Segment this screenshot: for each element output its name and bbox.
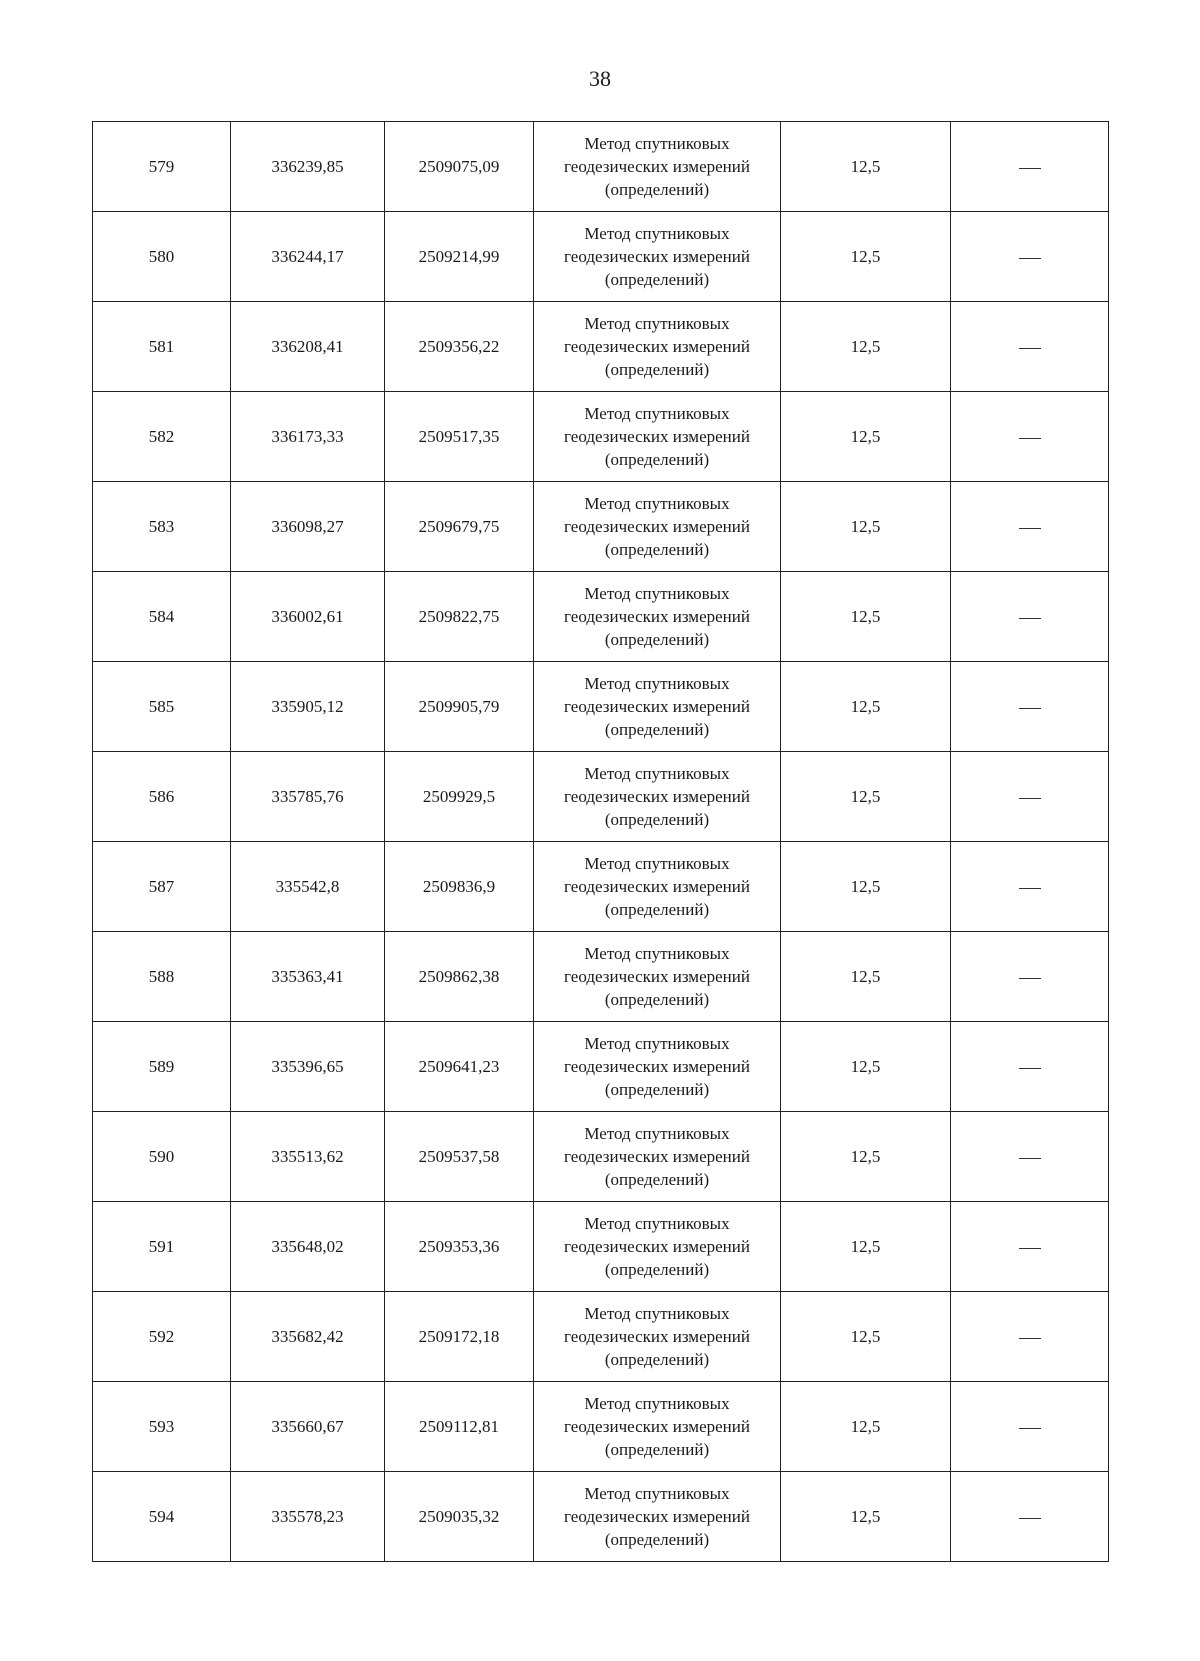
- method-line-1: Метод спутниковых: [584, 1124, 730, 1143]
- note-cell: [951, 1292, 1109, 1382]
- method-line-3: (определений): [604, 990, 710, 1009]
- point-number-cell: 588: [93, 932, 231, 1022]
- x-coordinate-cell: 336173,33: [231, 392, 385, 482]
- note-cell: [951, 1112, 1109, 1202]
- point-number-cell: 581: [93, 302, 231, 392]
- method-line-3: (определений): [604, 720, 710, 739]
- y-coordinate-cell: 2509905,79: [385, 662, 534, 752]
- method-line-1: Метод спутниковых: [584, 944, 730, 963]
- method-line-2: геодезических измерений: [564, 1057, 750, 1076]
- table-row: [93, 572, 1109, 662]
- method-line-1: Метод спутниковых: [584, 764, 730, 783]
- method-line-3: (определений): [604, 1530, 710, 1549]
- table-row: [93, 302, 1109, 392]
- dash-mark: [1019, 1518, 1041, 1519]
- method-cell: [534, 1472, 781, 1562]
- y-coordinate-cell: 2509537,58: [385, 1112, 534, 1202]
- y-coordinate-cell: 2509035,32: [385, 1472, 534, 1562]
- method-line-3: (определений): [604, 540, 710, 559]
- method-cell: [534, 1202, 781, 1292]
- method-cell: [534, 1022, 781, 1112]
- point-number-cell: 594: [93, 1472, 231, 1562]
- method-line-1: Метод спутниковых: [584, 224, 730, 243]
- dash-mark: [1019, 978, 1041, 979]
- accuracy-cell: 12,5: [781, 212, 951, 302]
- method-line-2: геодезических измерений: [564, 157, 750, 176]
- method-line-1: Метод спутниковых: [584, 1304, 730, 1323]
- accuracy-cell: 12,5: [781, 392, 951, 482]
- table-row: [93, 392, 1109, 482]
- accuracy-cell: 12,5: [781, 842, 951, 932]
- method-line-1: Метод спутниковых: [584, 674, 730, 693]
- dash-mark: [1019, 1428, 1041, 1429]
- dash-mark: [1019, 1338, 1041, 1339]
- method-cell: [534, 662, 781, 752]
- note-cell: [951, 752, 1109, 842]
- method-line-3: (определений): [604, 360, 710, 379]
- method-line-2: геодезических измерений: [564, 1507, 750, 1526]
- table-row: [93, 1472, 1109, 1562]
- table-row: [93, 1202, 1109, 1292]
- point-number-cell: 580: [93, 212, 231, 302]
- method-line-3: (определений): [604, 1260, 710, 1279]
- method-line-3: (определений): [604, 1440, 710, 1459]
- method-line-2: геодезических измерений: [564, 1327, 750, 1346]
- dash-mark: [1019, 258, 1041, 259]
- x-coordinate-cell: 335660,67: [231, 1382, 385, 1472]
- dash-mark: [1019, 348, 1041, 349]
- method-cell: [534, 212, 781, 302]
- table-row: [93, 122, 1109, 212]
- x-coordinate-cell: 335682,42: [231, 1292, 385, 1382]
- y-coordinate-cell: 2509517,35: [385, 392, 534, 482]
- method-line-3: (определений): [604, 270, 710, 289]
- note-cell: [951, 482, 1109, 572]
- page-number: 38: [589, 66, 611, 91]
- point-number-cell: 584: [93, 572, 231, 662]
- dash-mark: [1019, 798, 1041, 799]
- method-line-3: (определений): [604, 630, 710, 649]
- x-coordinate-cell: 336002,61: [231, 572, 385, 662]
- method-line-1: Метод спутниковых: [584, 1394, 730, 1413]
- method-line-2: геодезических измерений: [564, 967, 750, 986]
- dash-mark: [1019, 1068, 1041, 1069]
- point-number-cell: 579: [93, 122, 231, 212]
- accuracy-cell: 12,5: [781, 932, 951, 1022]
- x-coordinate-cell: 336208,41: [231, 302, 385, 392]
- method-line-3: (определений): [604, 1350, 710, 1369]
- accuracy-cell: 12,5: [781, 1022, 951, 1112]
- method-cell: [534, 752, 781, 842]
- method-line-2: геодезических измерений: [564, 247, 750, 266]
- method-cell: [534, 1112, 781, 1202]
- coordinates-table: [92, 121, 1109, 1562]
- method-cell: [534, 392, 781, 482]
- accuracy-cell: 12,5: [781, 1292, 951, 1382]
- table-row: [93, 1112, 1109, 1202]
- method-line-1: Метод спутниковых: [584, 854, 730, 873]
- note-cell: [951, 212, 1109, 302]
- method-line-3: (определений): [604, 810, 710, 829]
- accuracy-cell: 12,5: [781, 1202, 951, 1292]
- table-row: [93, 662, 1109, 752]
- x-coordinate-cell: 335513,62: [231, 1112, 385, 1202]
- y-coordinate-cell: 2509836,9: [385, 842, 534, 932]
- point-number-cell: 586: [93, 752, 231, 842]
- accuracy-cell: 12,5: [781, 302, 951, 392]
- x-coordinate-cell: 336239,85: [231, 122, 385, 212]
- point-number-cell: 583: [93, 482, 231, 572]
- y-coordinate-cell: 2509353,36: [385, 1202, 534, 1292]
- table-row: [93, 212, 1109, 302]
- method-line-3: (определений): [604, 450, 710, 469]
- method-line-2: геодезических измерений: [564, 337, 750, 356]
- method-cell: [534, 122, 781, 212]
- point-number-cell: 589: [93, 1022, 231, 1112]
- method-line-2: геодезических измерений: [564, 697, 750, 716]
- accuracy-cell: 12,5: [781, 482, 951, 572]
- method-line-3: (определений): [604, 1170, 710, 1189]
- method-cell: [534, 302, 781, 392]
- point-number-cell: 591: [93, 1202, 231, 1292]
- method-cell: [534, 842, 781, 932]
- method-line-2: геодезических измерений: [564, 427, 750, 446]
- note-cell: [951, 122, 1109, 212]
- note-cell: [951, 302, 1109, 392]
- point-number-cell: 593: [93, 1382, 231, 1472]
- method-line-2: геодезических измерений: [564, 1237, 750, 1256]
- method-line-1: Метод спутниковых: [584, 494, 730, 513]
- dash-mark: [1019, 528, 1041, 529]
- y-coordinate-cell: 2509679,75: [385, 482, 534, 572]
- method-line-3: (определений): [604, 1080, 710, 1099]
- point-number-cell: 587: [93, 842, 231, 932]
- accuracy-cell: 12,5: [781, 122, 951, 212]
- x-coordinate-cell: 335542,8: [231, 842, 385, 932]
- method-line-1: Метод спутниковых: [584, 314, 730, 333]
- y-coordinate-cell: 2509929,5: [385, 752, 534, 842]
- method-cell: [534, 932, 781, 1022]
- x-coordinate-cell: 335363,41: [231, 932, 385, 1022]
- y-coordinate-cell: 2509172,18: [385, 1292, 534, 1382]
- y-coordinate-cell: 2509862,38: [385, 932, 534, 1022]
- point-number-cell: 582: [93, 392, 231, 482]
- x-coordinate-cell: 335396,65: [231, 1022, 385, 1112]
- dash-mark: [1019, 1248, 1041, 1249]
- accuracy-cell: 12,5: [781, 572, 951, 662]
- table-row: [93, 1292, 1109, 1382]
- note-cell: [951, 1202, 1109, 1292]
- table-body: [93, 122, 1109, 1562]
- method-line-2: геодезических измерений: [564, 877, 750, 896]
- method-line-2: геодезических измерений: [564, 787, 750, 806]
- point-number-cell: 592: [93, 1292, 231, 1382]
- y-coordinate-cell: 2509356,22: [385, 302, 534, 392]
- x-coordinate-cell: 335648,02: [231, 1202, 385, 1292]
- dash-mark: [1019, 168, 1041, 169]
- accuracy-cell: 12,5: [781, 752, 951, 842]
- point-number-cell: 590: [93, 1112, 231, 1202]
- note-cell: [951, 1472, 1109, 1562]
- x-coordinate-cell: 335578,23: [231, 1472, 385, 1562]
- table-row: [93, 842, 1109, 932]
- method-line-2: геодезических измерений: [564, 1417, 750, 1436]
- table-row: [93, 752, 1109, 842]
- point-number-cell: 585: [93, 662, 231, 752]
- y-coordinate-cell: 2509822,75: [385, 572, 534, 662]
- y-coordinate-cell: 2509075,09: [385, 122, 534, 212]
- x-coordinate-cell: 336098,27: [231, 482, 385, 572]
- method-cell: [534, 572, 781, 662]
- table-row: [93, 1382, 1109, 1472]
- method-line-1: Метод спутниковых: [584, 134, 730, 153]
- dash-mark: [1019, 1158, 1041, 1159]
- method-line-1: Метод спутниковых: [584, 1034, 730, 1053]
- note-cell: [951, 392, 1109, 482]
- note-cell: [951, 1382, 1109, 1472]
- dash-mark: [1019, 438, 1041, 439]
- table-row: [93, 1022, 1109, 1112]
- method-cell: [534, 1292, 781, 1382]
- method-line-3: (определений): [604, 180, 710, 199]
- y-coordinate-cell: 2509112,81: [385, 1382, 534, 1472]
- note-cell: [951, 842, 1109, 932]
- note-cell: [951, 572, 1109, 662]
- method-line-1: Метод спутниковых: [584, 584, 730, 603]
- dash-mark: [1019, 618, 1041, 619]
- y-coordinate-cell: 2509641,23: [385, 1022, 534, 1112]
- accuracy-cell: 12,5: [781, 662, 951, 752]
- x-coordinate-cell: 335785,76: [231, 752, 385, 842]
- method-line-2: геодезических измерений: [564, 1147, 750, 1166]
- method-line-2: геодезических измерений: [564, 607, 750, 626]
- accuracy-cell: 12,5: [781, 1472, 951, 1562]
- dash-mark: [1019, 888, 1041, 889]
- y-coordinate-cell: 2509214,99: [385, 212, 534, 302]
- dash-mark: [1019, 708, 1041, 709]
- table-row: [93, 482, 1109, 572]
- method-line-1: Метод спутниковых: [584, 404, 730, 423]
- note-cell: [951, 662, 1109, 752]
- accuracy-cell: 12,5: [781, 1382, 951, 1472]
- note-cell: [951, 932, 1109, 1022]
- method-cell: [534, 1382, 781, 1472]
- method-line-2: геодезических измерений: [564, 517, 750, 536]
- method-line-1: Метод спутниковых: [584, 1214, 730, 1233]
- method-cell: [534, 482, 781, 572]
- method-line-1: Метод спутниковых: [584, 1484, 730, 1503]
- x-coordinate-cell: 335905,12: [231, 662, 385, 752]
- accuracy-cell: 12,5: [781, 1112, 951, 1202]
- x-coordinate-cell: 336244,17: [231, 212, 385, 302]
- table-row: [93, 932, 1109, 1022]
- note-cell: [951, 1022, 1109, 1112]
- method-line-3: (определений): [604, 900, 710, 919]
